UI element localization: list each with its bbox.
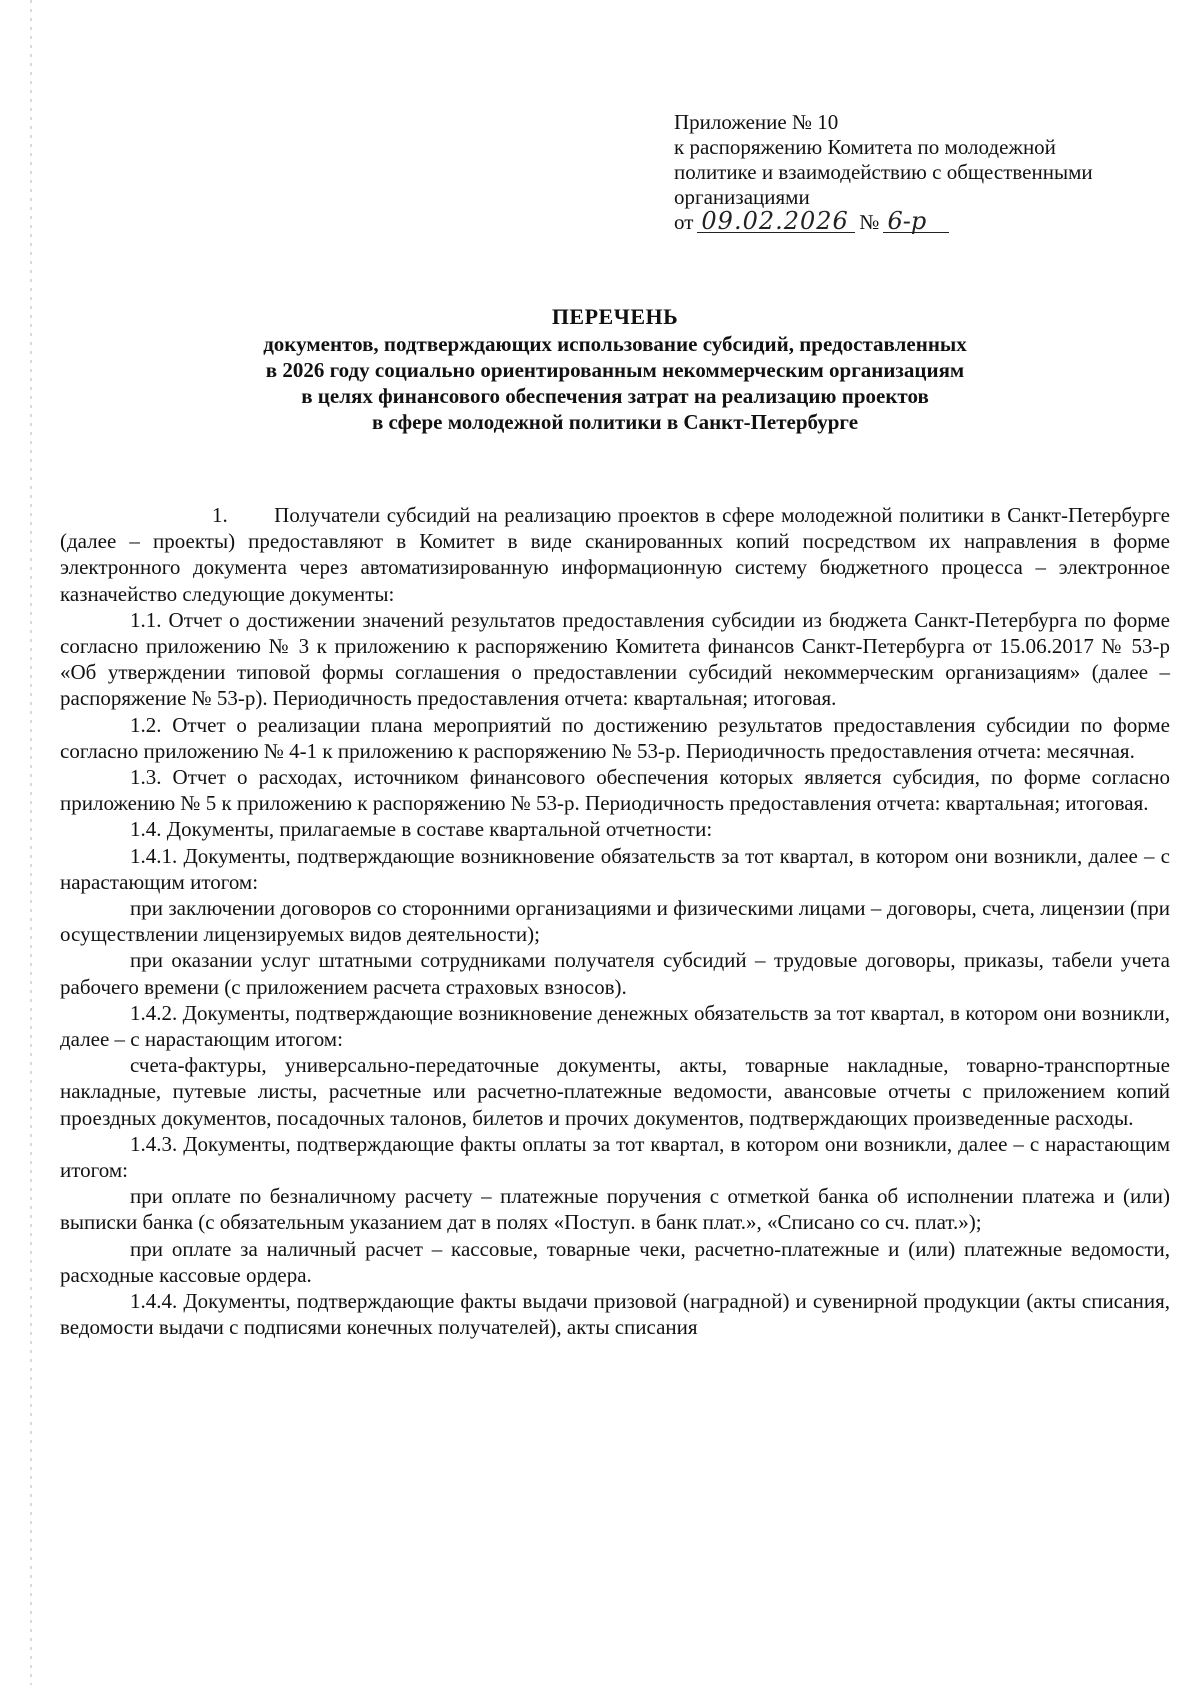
paragraph-cashless: при оплате по безналичному расчету – платежные поручения с отметкой банка об исполнении платежа и (или) выписки банка (с обязательным указанием дат в полях «Поступ. в банк плат.», «Списано со сч. плат.»); [60, 1184, 1170, 1235]
title-line-3: в целях финансового обеспечения затрат на реализацию проектов [301, 384, 929, 408]
paragraph-cash: при оплате за наличный расчет – кассовые, товарные чеки, расчетно-платежные и (или) платежные ведомости, расходные кассовые ордера. [60, 1236, 1170, 1287]
title-line-1: документов, подтверждающих использование субсидий, предоставленных [263, 332, 967, 356]
title-line-4: в сфере молодежной политики в Санкт-Петербурге [371, 410, 859, 434]
appendix-number: Приложение № 10 [674, 110, 839, 134]
paragraph-1-2: 1.2. Отчет о реализации плана мероприятий по достижению результатов предоставления субсидии по форме согласно приложению № 4-1 к приложению к распоряжению № 53-р. Периодичность предоставления отчета: месячная. [60, 712, 1170, 763]
paragraph-invoices: счета-фактуры, универсально-передаточные документы, акты, товарные накладные, товарно-транспортные накладные, путевые листы, расчетные или расчетно-платежные ведомости, авансовые отчеты с приложением копий проездных документов, посадочных талонов, билетов и прочих документов, подтверждающих произведенные расходы. [60, 1053, 1170, 1130]
paragraph-1-4-1: 1.4.1. Документы, подтверждающие возникновение обязательств за тот квартал, в котором они возникли, далее – с нарастающим итогом: [60, 843, 1170, 894]
appendix-committee: политике и взаимодействию с общественными [674, 160, 1093, 184]
title-line-2: в 2026 году социально ориентированным некоммерческим организациям [265, 358, 965, 382]
paragraph-staff: при оказании услуг штатными сотрудниками получателя субсидий – трудовые договоры, приказы, табели учета рабочего времени (с приложением расчета страховых взносов). [60, 948, 1170, 999]
number-label: № [859, 210, 880, 234]
paragraph-1-4-4: 1.4.4. Документы, подтверждающие факты выдачи призовой (наградной) и сувенирной продукции (акты списания, ведомости выдачи с подписями конечных получателей), акты списания [60, 1289, 1170, 1340]
paragraph-1-1: 1.1. Отчет о достижении значений результатов предоставления субсидии из бюджета Санкт-Петербурга по форме согласно приложению № 3 к приложению к распоряжению Комитета финансов Санкт-Петербурга от 15.06.2017 № 53-р «Об утверждении типовой формы соглашения о предоставлении субсидий некоммерческим организациям» (далее – распоряжение № 53-р). Периодичность предоставления отчета: квартальная; итоговая. [60, 607, 1170, 711]
appendix-reference: к распоряжению Комитета по молодежной [674, 135, 1056, 159]
paragraph-1-4-3: 1.4.3. Документы, подтверждающие факты оплаты за тот квартал, в котором они возникли, далее – с нарастающим итогом: [60, 1131, 1170, 1183]
from-label: от [674, 210, 694, 234]
paragraph-contracts: при заключении договоров со сторонними организациями и физическими лицами – договоры, счета, лицензии (при осуществлении лицензируемых видов деятельности); [60, 896, 1170, 947]
document-body [60, 502, 1170, 1341]
paragraph-1-4: 1.4. Документы, прилагаемые в составе квартальной отчетности: [130, 817, 713, 842]
appendix-header [674, 110, 1174, 235]
handwritten-number: 6-р [883, 210, 949, 233]
appendix-organizations: организациями [674, 185, 810, 209]
scan-edge-artifact [30, 0, 32, 1685]
paragraph-1-3: 1.3. Отчет о расходах, источником финансового обеспечения которых является субсидия, по форме согласно приложению № 5 к приложению к распоряжению № 53-р. Периодичность предоставления отчета: квартальная; итоговая. [60, 765, 1170, 816]
paragraph-1-4-2: 1.4.2. Документы, подтверждающие возникновение денежных обязательств за тот квартал, в котором они возникли, далее – с нарастающим итогом: [60, 1000, 1170, 1052]
appendix-date-row [674, 207, 1174, 235]
handwritten-date: 09.02.2026 [697, 210, 855, 233]
paragraph-1: 1. Получатели субсидий на реализацию проектов в сфере молодежной политики в Санкт-Петербурге (далее – проекты) предоставляют в Комитет в виде сканированных копий посредством их направления в форме электронного документа через автоматизированную информационную систему бюджетного процесса – электронное казначейство следующие документы: [60, 503, 1170, 606]
document-title [60, 304, 1170, 435]
title-heading: ПЕРЕЧЕНЬ [551, 304, 679, 329]
